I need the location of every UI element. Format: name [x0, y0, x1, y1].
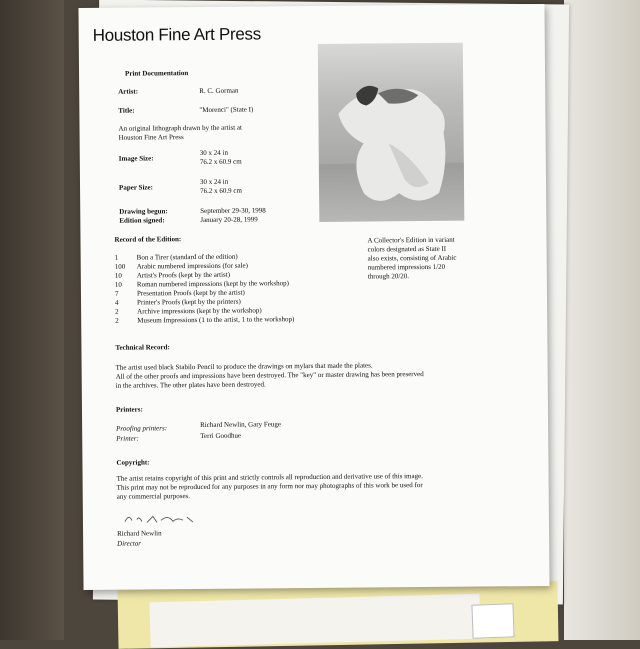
documentation-sheet — [78, 4, 549, 590]
description: An original lithograph drawn by the artist at Houston Fine Art Press — [118, 123, 243, 142]
technical-heading: Technical Record: — [115, 343, 170, 352]
background-left — [0, 0, 64, 640]
signer-role: Director — [117, 539, 142, 548]
copyright-text: The artist retains copyright of this print and strictly controls all reproduction and derivative use of this image. This print may not be reproduced for any purposes in any form nor may photographs of this work be used for any commercial purposes. — [116, 472, 423, 501]
artist-label: Artist: — [118, 87, 139, 96]
artist-value: R. C. Gorman — [199, 86, 239, 95]
printer-value: Terri Goodhue — [200, 431, 242, 440]
edition-row: 2 Museum Impressions (1 to the artist, 1 to the workshop) — [115, 315, 295, 325]
copyright-heading: Copyright: — [116, 458, 150, 467]
sticker — [471, 603, 514, 638]
image-size-label: Image Size: — [118, 154, 154, 163]
image-size-value: 30 x 24 in 76.2 x 60.9 cm — [199, 148, 242, 166]
edition-row: 4 Printer's Proofs (kept by the printers) — [115, 297, 241, 307]
paper-size-label: Paper Size: — [119, 183, 153, 192]
printers-heading: Printers: — [115, 405, 143, 414]
bottom-card — [149, 594, 480, 648]
dates-label: Drawing begun: Edition signed: — [119, 207, 168, 225]
collectors-edition-note: A Collector's Edition in variant colors designated as State II also exists, consisting of Arabic numbered impressions 1/20 through 20/20. — [367, 235, 457, 281]
proofing-printers-label: Proofing printers: — [116, 424, 168, 433]
proofing-printers-value: Richard Newlin, Gary Feuge — [200, 420, 282, 429]
dates-value: September 29-30, 1998 January 20-28, 1999 — [200, 206, 266, 224]
handwritten-signature — [123, 511, 203, 526]
edition-heading: Record of the Edition: — [114, 235, 182, 244]
printer-label: Printer: — [116, 434, 139, 443]
signer-name: Richard Newlin — [117, 529, 162, 538]
edition-row: 1 Bon a Tirer (standard of the edition) — [114, 252, 238, 262]
paper-size-value: 30 x 24 in 76.2 x 60.9 cm — [199, 177, 242, 195]
title-label: Title: — [118, 106, 135, 115]
edition-row: 100 Arabic numbered impressions (for sale) — [114, 261, 248, 271]
edition-row: 10 Artist's Proofs (kept by the artist) — [114, 270, 231, 280]
press-name: Houston Fine Art Press — [92, 24, 261, 45]
title-value: "Morenci" (State I) — [199, 105, 254, 114]
section-title: Print Documentation — [125, 69, 189, 78]
edition-row: 7 Presentation Proofs (kept by the artist) — [114, 288, 245, 298]
technical-text: The artist used black Stabilo Pencil to produce the drawings on mylars that made the plates. All of the other proofs and impressions have been destroyed. The "key" or master drawing has been preserved in the archives. The other plates have been destroyed. — [115, 361, 424, 390]
edition-row: 2 Archive impressions (kept by the workshop) — [115, 306, 262, 316]
background-right-sheet — [564, 0, 640, 640]
edition-row: 10 Roman numbered impressions (kept by the workshop) — [114, 279, 289, 289]
lithograph-image — [318, 43, 465, 222]
reclining-figure-artwork — [318, 43, 465, 222]
